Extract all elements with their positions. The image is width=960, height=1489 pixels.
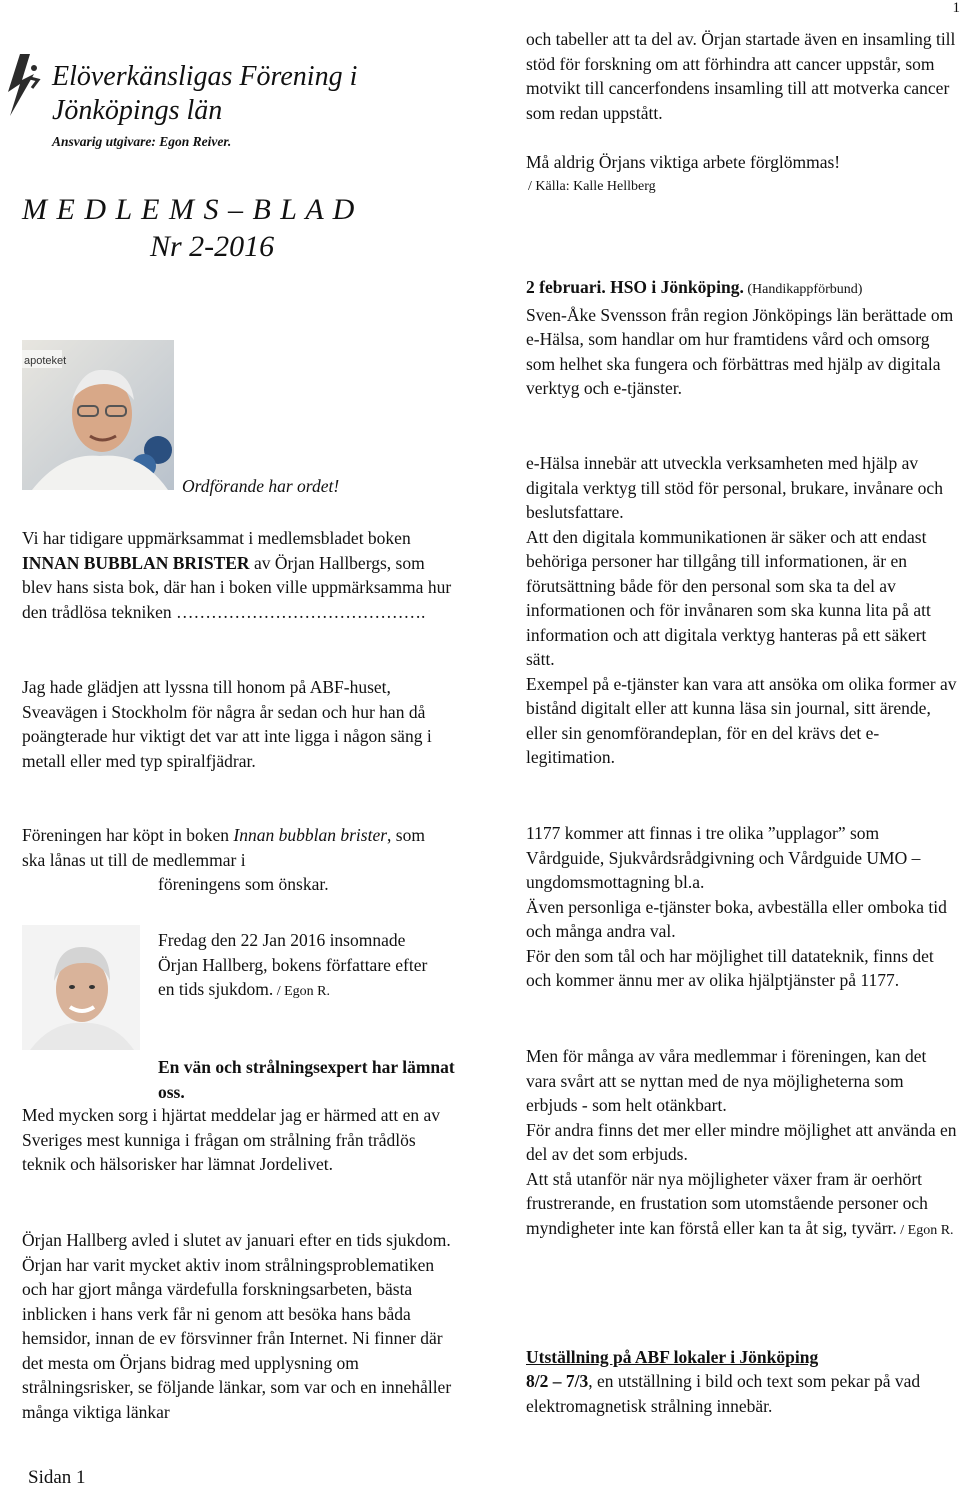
store-sign-text: apoteket [24, 355, 67, 367]
intro-paragraph: Vi har tidigare uppmärksammat i medlemsbladet boken INNAN BUBBLAN BRISTER av Örjan Hallbergs, som blev hans sista bok, där han i boken ville uppmärksamma hur den trådlösa tekniken ……………………………………. [22, 528, 452, 622]
continued-paragraph: och tabeller att ta del av. Örjan startade även en insamling till stöd för forskning om att förhindra att cancer uppstår, som motvikt till cancerfondens insamling till att motverka cancer som redan uppstått. [526, 29, 956, 123]
organization-name: Elöverkänsligas Förening i Jönköpings län [52, 61, 358, 126]
hallberg-paragraph: Örjan Hallberg avled i slutet av januari efter en tids sjukdom. Örjan har varit mycket aktiv inom strålningsproblematiken och har gjort många värdefulla forskningsarbeten, bästa inblicken i hans verk får ni genom att besöka hans båda hemsidor, innan de ev försvinner från Internet. Ni finner där det mesta om Örjans bidrag med upplysning om strålningsrisker, se följande länkar, som var och en innehåller många viktiga länkar [22, 1230, 452, 1422]
remember-line: Må aldrig Örjans viktiga arbete förglömmas! [526, 152, 841, 172]
ehalsa-paragraph: e-Hälsa innebär att utveckla verksamheten med hjälp av digitala verktyg till stöd för personal, brukare, invånare och beslutsfattare. Att den digitala kommunikationen är säker och att endast behöriga personer har tillgång till informationen, är en förutsättning både för den personal som ska ta del av informationen och för invånaren som ska kunna lita på att information och att digitala verktyg hanteras på ett säkert sätt. Exempel på e-tjänster kan vara att ansöka om olika former av bistånd digitalt eller att kunna läsa sin journal, sitt ärende, eller sin genomförandeplan, för en del krävs det e-legitimation. [526, 453, 957, 767]
book-title: INNAN BUBBLAN BRISTER [22, 552, 250, 573]
1177-paragraph: 1177 kommer att finnas i tre olika ”upplagor” som Vårdguide, Sjukvårdsrådgivning och Vårdguide UMO – ungdomsmottagning bl.a. Även personliga e-tjänster boka, avbeställa eller omboka tid och många andra val. För den som tål och har möjlighet till datateknik, finns det och kommer ännu mer av olika hjälptjänster på 1177. [526, 823, 947, 990]
hso-paragraph: 2 februari. HSO i Jönköping. (Handikappförbund) Sven-Åke Svensson från region Jönköpings län berättade om e-Hälsa, som handlar om hur framtidens vård och omsorg som helhet ska fungera och förbättras med hjälp av digitala verktyg och e-tjänster. [526, 277, 954, 398]
chairman-photo [22, 340, 174, 490]
book-purchase-paragraph: Föreningen har köpt in boken Innan bubblan brister, som ska lånas ut till de medlemmar i [22, 825, 425, 870]
page-footer: Sidan 1 [28, 1467, 86, 1488]
members-paragraph: Men för många av våra medlemmar i föreningen, kan det vara svårt att se nyttan med de nya möjligheterna som erbjuds - som helt otänkbart. För andra finns det mer eller mindre möjlighet att använda en del av det som erbjuds. Att stå utanför när nya möjligheter växer fram är oerhört frustrerande, en frustation som utomstående personer och myndigheter inte kan förstå eller kan ta åt sig, tyvärr. / Egon R. [526, 1046, 957, 1238]
responsible-publisher: Ansvarig utgivare: Egon Reiver. [52, 134, 232, 149]
source-line: / Källa: Kalle Hellberg [528, 179, 656, 194]
exhibition-paragraph: 8/2 – 7/3, en utställning i bild och text som pekar på vad elektromagnetisk strålning innebär. [526, 1371, 921, 1416]
death-note: Fredag den 22 Jan 2016 insomnade Örjan Hallberg, bokens författare efter en tids sjukdom. / Egon R. [158, 930, 428, 999]
lightning-logo-icon [4, 52, 46, 118]
masthead-title: M E D L E M S – B L A D [22, 193, 356, 226]
orjan-hallberg-photo [22, 925, 140, 1050]
chair-heading: Ordförande har ordet! [182, 476, 340, 496]
exhibition-heading: Utställning på ABF lokaler i Jönköping [526, 1347, 819, 1367]
page-number: 1 [952, 0, 960, 16]
abf-paragraph: Jag hade glädjen att lyssna till honom på ABF-huset, Sveavägen i Stockholm för några år sedan och hur han då poängterade hur viktigt det var att inte ligga i någon säng i metall eller med typ spiralfjädrar. [22, 677, 432, 771]
sorrow-paragraph: Med mycken sorg i hjärtat meddelar jag er härmed att en av Sveriges mest kunniga i frågan om strålning från trådlös teknik och hälsorisker har lämnat Jordelivet. [22, 1105, 441, 1174]
issue-number: Nr 2-2016 [150, 230, 275, 263]
friend-heading: En vän och strålningsexpert har lämnat oss. [158, 1057, 455, 1102]
book-purchase-line3: föreningens som önskar. [158, 874, 329, 894]
